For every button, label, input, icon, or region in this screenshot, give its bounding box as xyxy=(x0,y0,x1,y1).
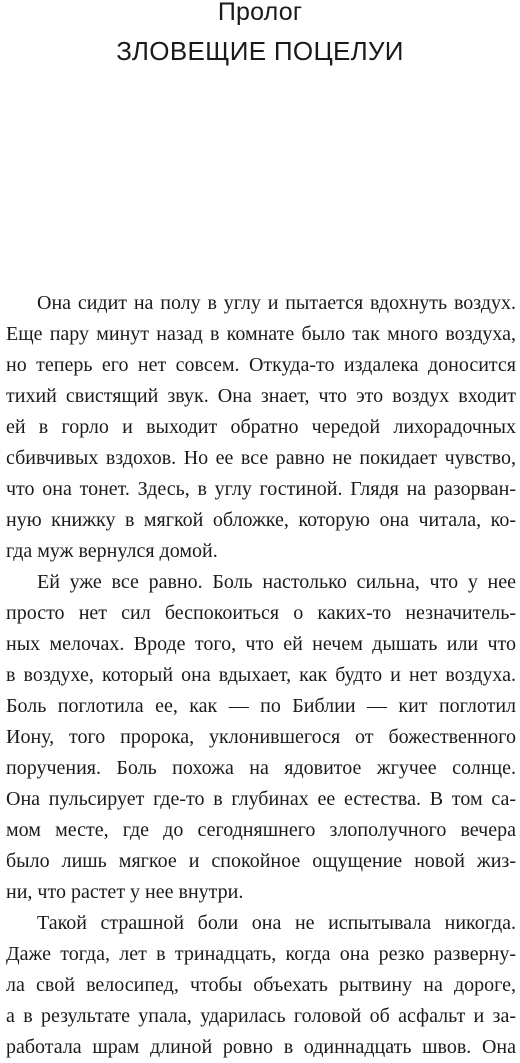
text-line: работала шрам длиной ровно в одиннадцать швов. Она xyxy=(6,1036,516,1058)
text-line: Ей уже все равно. Боль настолько сильна, что у нее xyxy=(37,571,516,593)
chapter-label: Пролог xyxy=(217,0,303,26)
text-line: мом месте, где до сегодняшнего злополучного вечера xyxy=(6,819,516,841)
text-line: что она тонет. Здесь, в углу гостиной. Глядя на разорван- xyxy=(6,478,516,500)
text-line: тихий свистящий звук. Она знает, что это воздух входит xyxy=(6,385,516,407)
text-line: в воздухе, который она вдыхает, как будто и нет воздуха. xyxy=(6,664,516,686)
text-line: ла свой велосипед, чтобы объехать рытвину на дороге, xyxy=(6,974,516,996)
text-line: просто нет сил беспокоиться о каких-то незначитель- xyxy=(6,602,516,624)
text-line: Такой страшной боли она не испытывала никогда. xyxy=(37,912,516,934)
text-line: Она пульсирует где-то в глубинах ее естества. В том са- xyxy=(6,788,516,810)
text-line: сбивчивых вздохов. Но ее все равно не покидает чувство, xyxy=(6,447,516,469)
text-line: ных мелочах. Вроде того, что ей нечем дышать или что xyxy=(6,633,516,655)
text-line: было лишь мягкое и спокойное ощущение новой жиз- xyxy=(6,850,516,872)
text-line: гда муж вернулся домой. xyxy=(6,540,218,562)
text-line: поручения. Боль похожа на ядовитое жгучее солнце. xyxy=(6,757,516,779)
text-line: ни, что растет у нее внутри. xyxy=(6,881,244,903)
text-line: Иону, того пророка, уклонившегося от божественного xyxy=(6,726,516,748)
text-line: ей в горло и выходит обратно чередой лихорадочных xyxy=(6,416,516,438)
text-line: Еще пару минут назад в комнате было так много воздуха, xyxy=(6,323,516,345)
text-line: Она сидит на полу в углу и пытается вдохнуть воздух. xyxy=(37,292,516,314)
text-line: Даже тогда, лет в тринадцать, когда она резко разверну- xyxy=(6,943,516,965)
body-text xyxy=(6,288,516,1063)
chapter-title: ЗЛОВЕЩИЕ ПОЦЕЛУИ xyxy=(116,36,404,66)
text-line: Боль поглотила ее, как — по Библии — кит поглотил xyxy=(6,695,516,717)
text-line: ную книжку в мягкой обложке, которую она читала, ко- xyxy=(6,509,516,531)
text-line: но теперь его нет совсем. Откуда-то издалека доносится xyxy=(6,354,516,376)
text-line: а в результате упала, ударилась головой об асфальт и за- xyxy=(6,1005,516,1027)
